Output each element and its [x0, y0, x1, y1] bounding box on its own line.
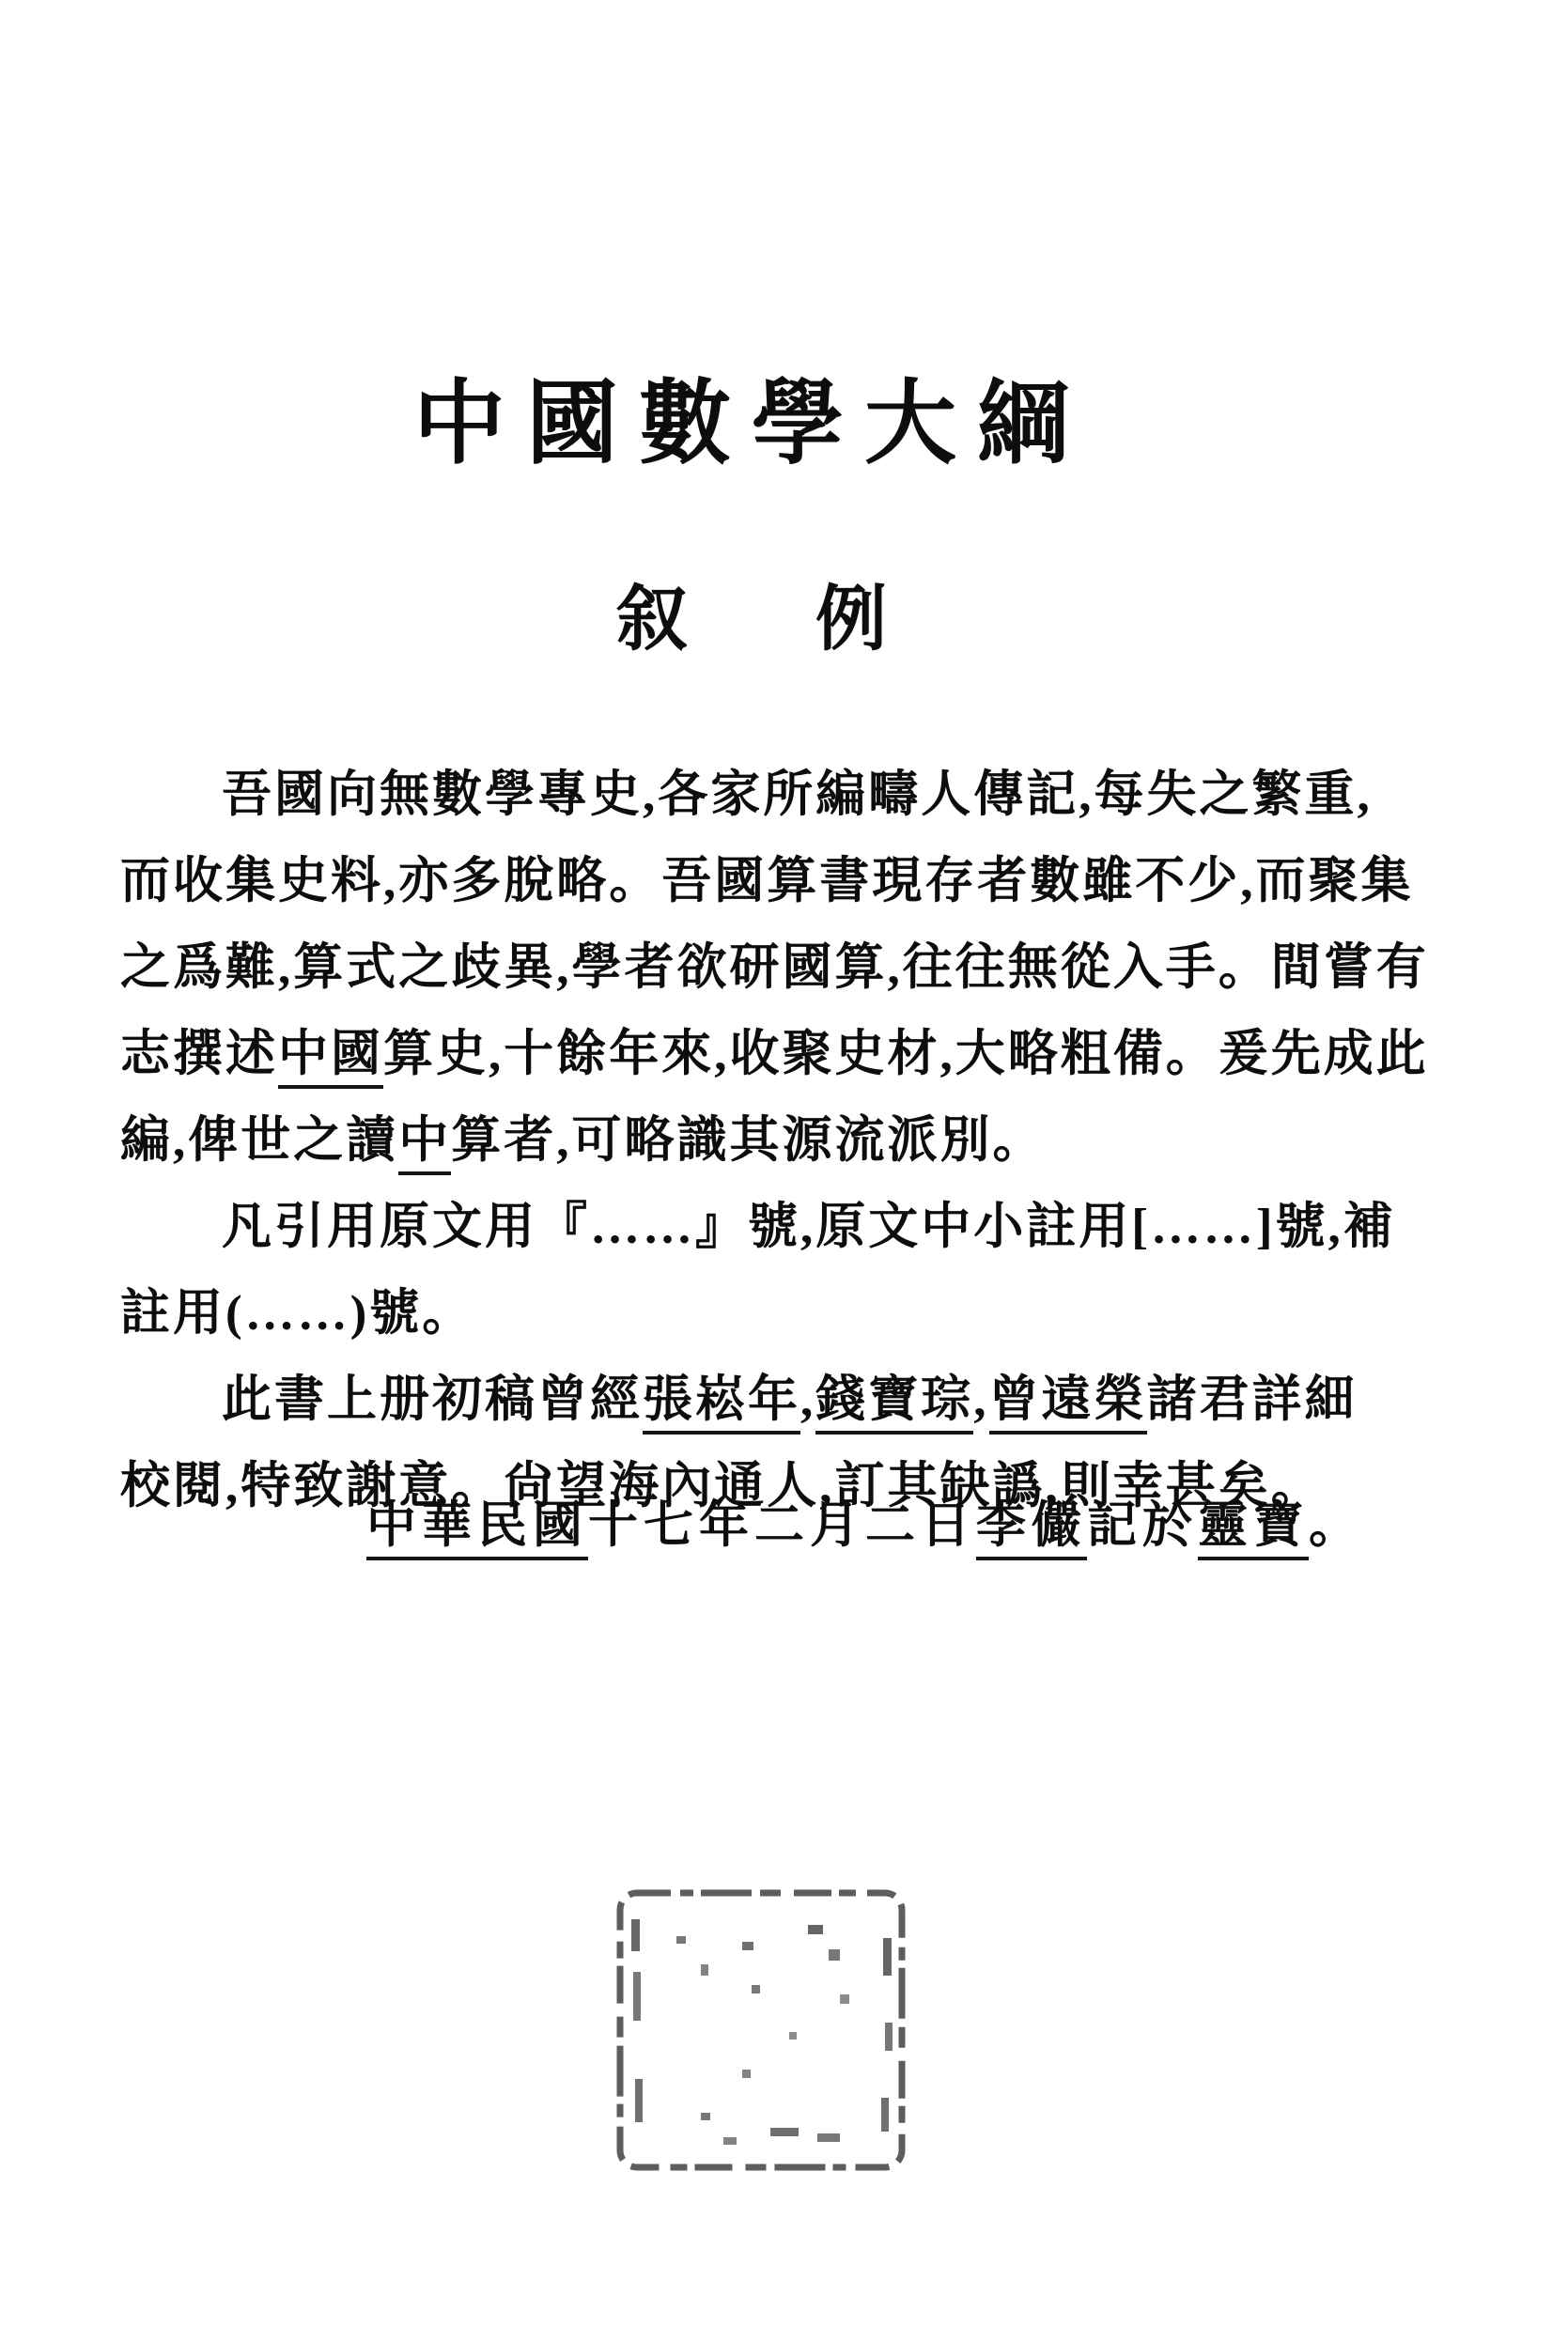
text-segment: ,	[973, 1373, 989, 1427]
underlined-text: 錢寶琮	[815, 1373, 973, 1435]
text-line	[120, 1184, 1464, 1270]
text-segment: 十七年二月二日	[588, 1498, 976, 1553]
text-line	[120, 1011, 1464, 1097]
text-segment: 吾國向無數學專史,各家所編疇人傳記,每失之繁重,	[222, 768, 1373, 822]
body-text	[120, 752, 1464, 1529]
text-segment: 編,俾世之讀	[120, 1113, 399, 1168]
text-segment: 志撰述	[120, 1027, 278, 1081]
text-line	[120, 1270, 1464, 1357]
dateline	[366, 1482, 1364, 1569]
text-segment: 而收集史料,亦多脫略。吾國算書現存者數雖不少,而聚集	[120, 854, 1414, 908]
text-segment: 此書上册初稿曾經	[222, 1373, 643, 1427]
text-segment: 算史,十餘年來,收聚史材,大略粗備。爰先成此	[383, 1027, 1429, 1081]
section-heading	[0, 562, 1503, 664]
underlined-text: 中國	[278, 1027, 383, 1089]
section-heading-right-char: 例	[815, 581, 887, 659]
page-title-text: 中國數學大綱	[412, 374, 1090, 475]
text-line	[120, 752, 1464, 838]
underlined-text: 李儼	[976, 1498, 1087, 1560]
text-segment: 註用(……)號。	[120, 1286, 475, 1341]
text-segment: ,	[800, 1373, 816, 1427]
text-line	[120, 1097, 1464, 1184]
text-segment: 。	[1309, 1498, 1364, 1553]
underlined-text: 中	[398, 1113, 451, 1175]
underlined-text: 中華民國	[366, 1498, 588, 1560]
seal-stamp	[611, 1882, 915, 2179]
text-line	[120, 924, 1464, 1011]
text-line	[120, 838, 1464, 924]
text-segment: 凡引用原文用『……』號,原文中小註用[……]號,補	[222, 1200, 1396, 1254]
underlined-text: 曾遠榮	[989, 1373, 1147, 1435]
text-segment: 校閱,特致謝意。尙望海內通人,訂其缺譌,則幸甚矣。	[120, 1459, 1324, 1513]
text-line	[120, 1357, 1464, 1443]
underlined-text: 張崧年	[643, 1373, 800, 1435]
page-title	[0, 349, 1503, 482]
underlined-text: 靈寶	[1198, 1498, 1309, 1560]
text-segment: 之爲難,算式之歧異,學者欲研國算,往往無從入手。間嘗有	[120, 940, 1429, 995]
text-segment: 諸君詳細	[1146, 1373, 1358, 1427]
text-segment: 記於	[1087, 1498, 1198, 1553]
text-segment: 算者,可略識其源流派別。	[451, 1113, 1046, 1168]
section-heading-left-char: 叙	[616, 581, 688, 659]
